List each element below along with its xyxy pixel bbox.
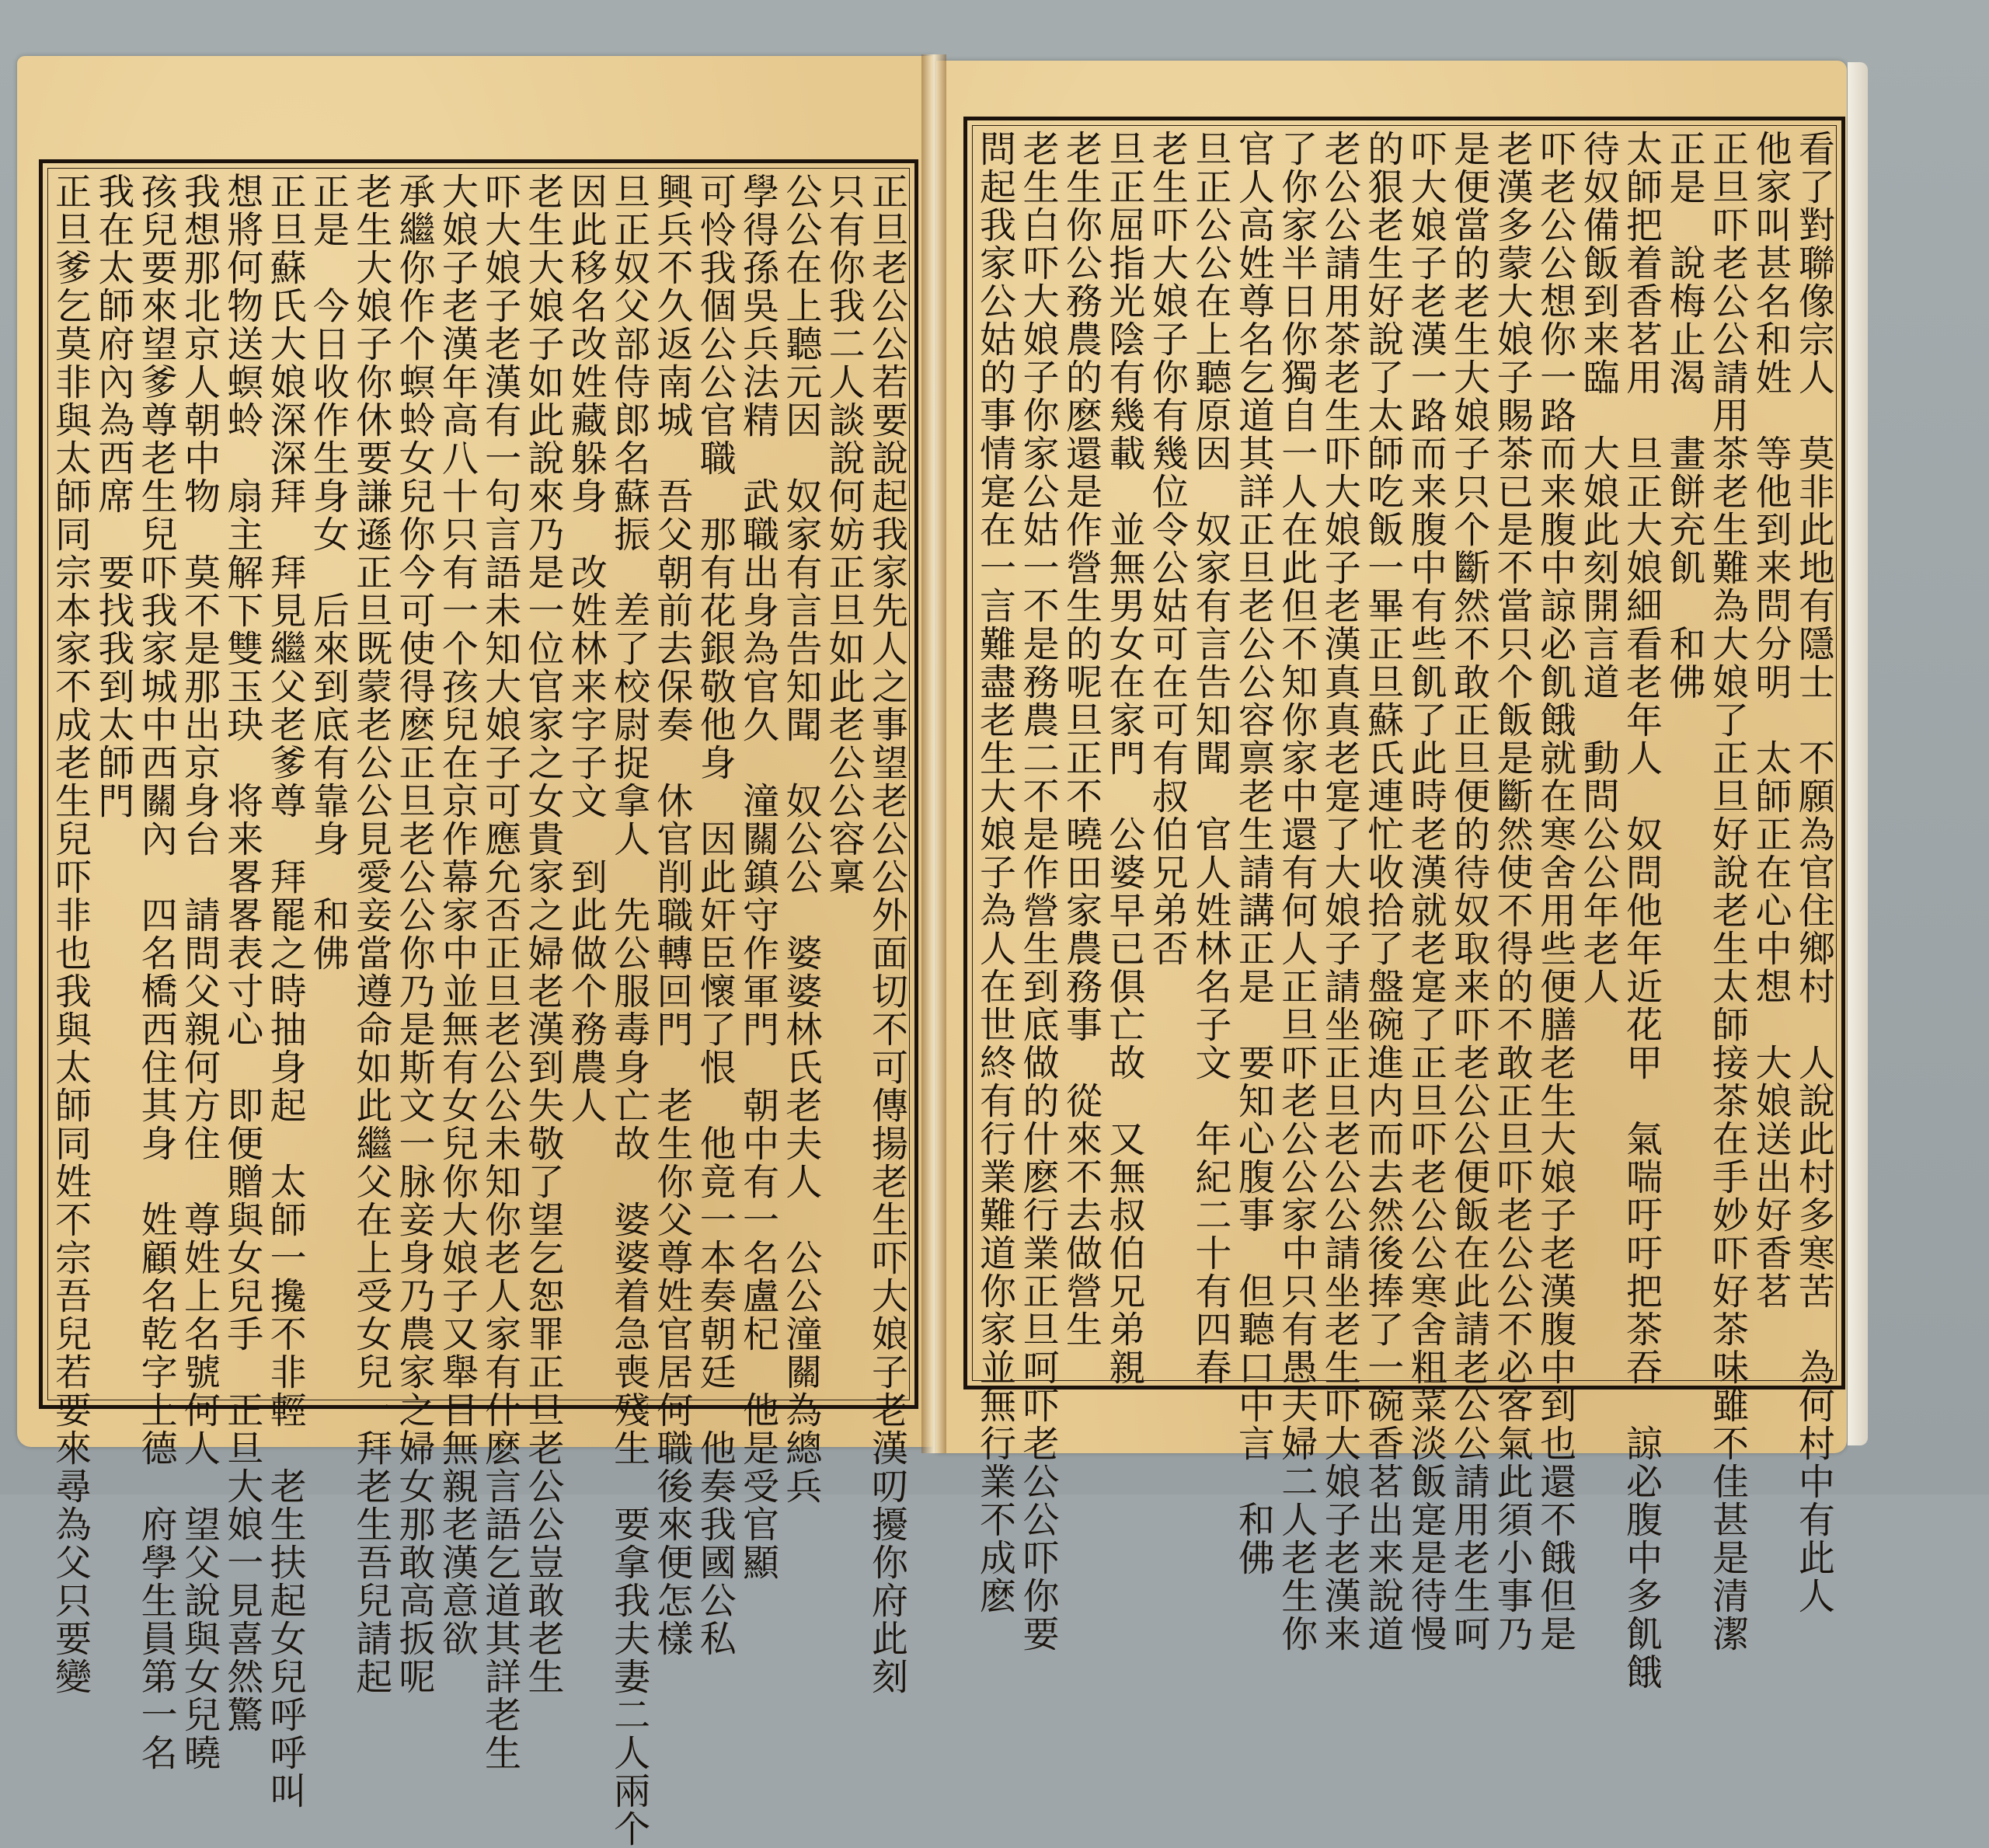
text-column: 想將何物送螟蛉 扇主解下雙玉玦 将来畧畧表寸心 即便贈與女兒手 正旦大娘一見喜然驚 xyxy=(221,173,264,1734)
text-column: 他家叫甚名和姓 等他到来問分明 太師正在心中想 大娘送出好香茗 xyxy=(1749,130,1792,1310)
text-column: 公公在上聽元因 奴家有言告知聞 奴公公 婆婆林氏老夫人 公公潼關為總兵 xyxy=(779,173,823,1505)
text-column: 承繼你作个螟蛉女兒你今可使得麽正旦老公公你乃是斯文一脉妾身乃農家之婦女那敢高扳呢 xyxy=(392,173,436,1696)
text-column: 可怜我個公公官職 那有花銀敬他身 因此奸臣懷了恨 他竟一本奏朝廷 他奏我國公私 xyxy=(693,173,737,1658)
text-column: 老生大娘子你休要謙遜正旦既蒙老公公見愛妾當遵命如此繼父在上受女兒一拜老生吾兒請起 xyxy=(350,173,393,1696)
text-column: 吓老公公想你一路而来腹中諒必飢餓就在寒舍用些便膳老生大娘子老漢腹中到也還不餓但是 xyxy=(1534,130,1577,1653)
text-column: 正旦吓老公公請用茶老生難為大娘了正旦好說老生太師接茶在手妙吓好茶味雖不佳甚是清潔 xyxy=(1705,130,1749,1653)
text-column: 因此移名改姓藏躲身 改姓林来字子文 到此做个務農人 xyxy=(564,173,608,1124)
text-column: 了你家半日你獨自一人在此但不知你家中還有何人正旦吓老公公家中只有愚夫婦二人老生你 xyxy=(1275,130,1318,1653)
text-column: 待奴備飯到来臨 大娘此刻開言道 動問公公年老人 xyxy=(1576,130,1620,1006)
text-column: 老生白吓大娘子你家公姑一不是務農二不是作營生到底做的什麽行業正旦呵吓老公公吓你要 xyxy=(1016,130,1060,1653)
right-page-columns xyxy=(974,130,1835,1691)
left-page-text-frame xyxy=(39,159,918,1848)
text-column: 問起我家公姑的事情寔在一言難盡老生大娘子為人在世終有行業難道你家並無行業不成麽 xyxy=(974,130,1016,1615)
text-column: 吓大娘子老漢有一句言語未知大娘子可應允否正旦老公公未知你老人家有什麽言語乞道其詳老生 xyxy=(479,173,522,1772)
book-gutter xyxy=(921,54,946,1453)
text-column: 正是 今日收作生身女 后來到底有靠身 和佛 xyxy=(306,173,350,972)
text-column: 只有你我二人談說何妨正旦如此老公公容稟 xyxy=(822,173,866,896)
text-column: 正旦爹乞莫非與太師同宗本家不成老生兒吓非也我與太師同姓不宗吾兒若要來尋為父只要變 xyxy=(49,173,92,1696)
text-column: 正旦老公公若要說起我家先人之事望老公公外面切不可傳揚老生吓大娘子老漢叨擾你府此刻 xyxy=(865,173,908,1696)
text-column: 我在太師府內為西席 要找我到太師門 xyxy=(92,173,135,820)
text-column: 正是 說梅止渴 畫餅充飢 和佛 xyxy=(1663,130,1706,701)
text-column: 太師把着香茗用 旦正大娘細看老年人 奴問他年近花甲 氣喘吁吁把茶吞 諒必腹中多飢餓 xyxy=(1620,130,1663,1691)
text-column: 興兵不久返南城 吾父朝前去保奏 休官削職轉回門 老生你父尊姓官居何職後來便怎樣 xyxy=(650,173,694,1658)
text-column: 老生你公務農的麽還是作營生的呢旦正不曉田家農務事 從來不去做營生 xyxy=(1059,130,1102,1348)
page-edge xyxy=(1848,62,1868,1445)
text-column: 學得孫吳兵法精 武職出身為官久 潼關鎮守作軍門 朝中有一名盧杞 他是受官顯 xyxy=(737,173,779,1581)
text-column: 正旦蘇氏大娘深深拜 拜見繼父老爹尊 拜罷之時抽身起 太師一攙不非輕 老生扶起女兒呼呼叫 xyxy=(263,173,307,1810)
text-column: 看了對聯像宗人 莫非此地有隱士 不願為官住鄉村 人說此村多寒苦 為何村中有此人 xyxy=(1792,130,1835,1615)
text-column: 老公公請用茶老生吓大娘子老漢真真老寔了大娘子請坐正旦老公公請坐老生吓大娘子老漢来 xyxy=(1318,130,1361,1653)
text-column: 孩兒要來望爹尊老生兒吓我家城中西關內 四名橋西住其身 姓顧名乾字上德 府學生員第一名 xyxy=(134,173,178,1772)
left-page-columns xyxy=(49,173,908,1848)
text-column: 老漢多蒙大娘子賜茶已是不當只个飯是斷然使不得的不敢正旦吓老公公不必客氣此須小事乃 xyxy=(1490,130,1534,1653)
text-column: 旦正奴父部侍郎名蘇振 差了校尉捉拿人 先公服毒身亡故 婆婆着急喪殘生 要拿我夫妻二人兩个 xyxy=(608,173,651,1848)
text-column: 旦正屈指光陰有幾載 並無男女在家門 公婆早已俱亡故 又無叔伯兄弟親 xyxy=(1102,130,1146,1386)
text-column: 吓大娘子老漢一路而来腹中有些飢了此時老漢就老寔了正旦吓老公公寒舍粗菜淡飯寔是待慢 xyxy=(1404,130,1447,1653)
text-column: 老生吓大娘子你有幾位令公姑可在可有叔伯兄弟否 xyxy=(1145,130,1189,968)
text-column: 是便當的老生大娘子只个斷然不敢正旦便的待奴取来吓老公公便飯在此請老公公請用老生呵 xyxy=(1447,130,1491,1653)
text-column: 官人高姓尊名乞道其詳正旦老公公容禀老生請講正是 要知心腹事 但聽口中言 和佛 xyxy=(1231,130,1275,1577)
text-column: 老生大娘子如此說來乃是一位官家之女貴家之婦老漢到失敬了望乞恕罪正旦老公公豈敢老生 xyxy=(521,173,565,1696)
text-column: 旦正公公在上聽原因 奴家有言告知聞 官人姓林名子文 年紀二十有四春 xyxy=(1189,130,1232,1386)
right-page-text-frame xyxy=(963,117,1845,1691)
text-column: 的狠老生好說了太師吃飯一畢正旦蘇氏連忙收拾了盤碗進内而去然後捧了一碗香茗出来說道 xyxy=(1361,130,1405,1653)
text-column: 大娘子老漢年高八十只有一个孩兒在京作幕家中並無有女兒你大娘子又舉目無親老漢意欲 xyxy=(435,173,479,1658)
text-column: 我想那北京人朝中物 莫不是那出京身台 請問父親何方住 尊姓上名號何人 望父說與女兒曉 xyxy=(177,173,221,1772)
